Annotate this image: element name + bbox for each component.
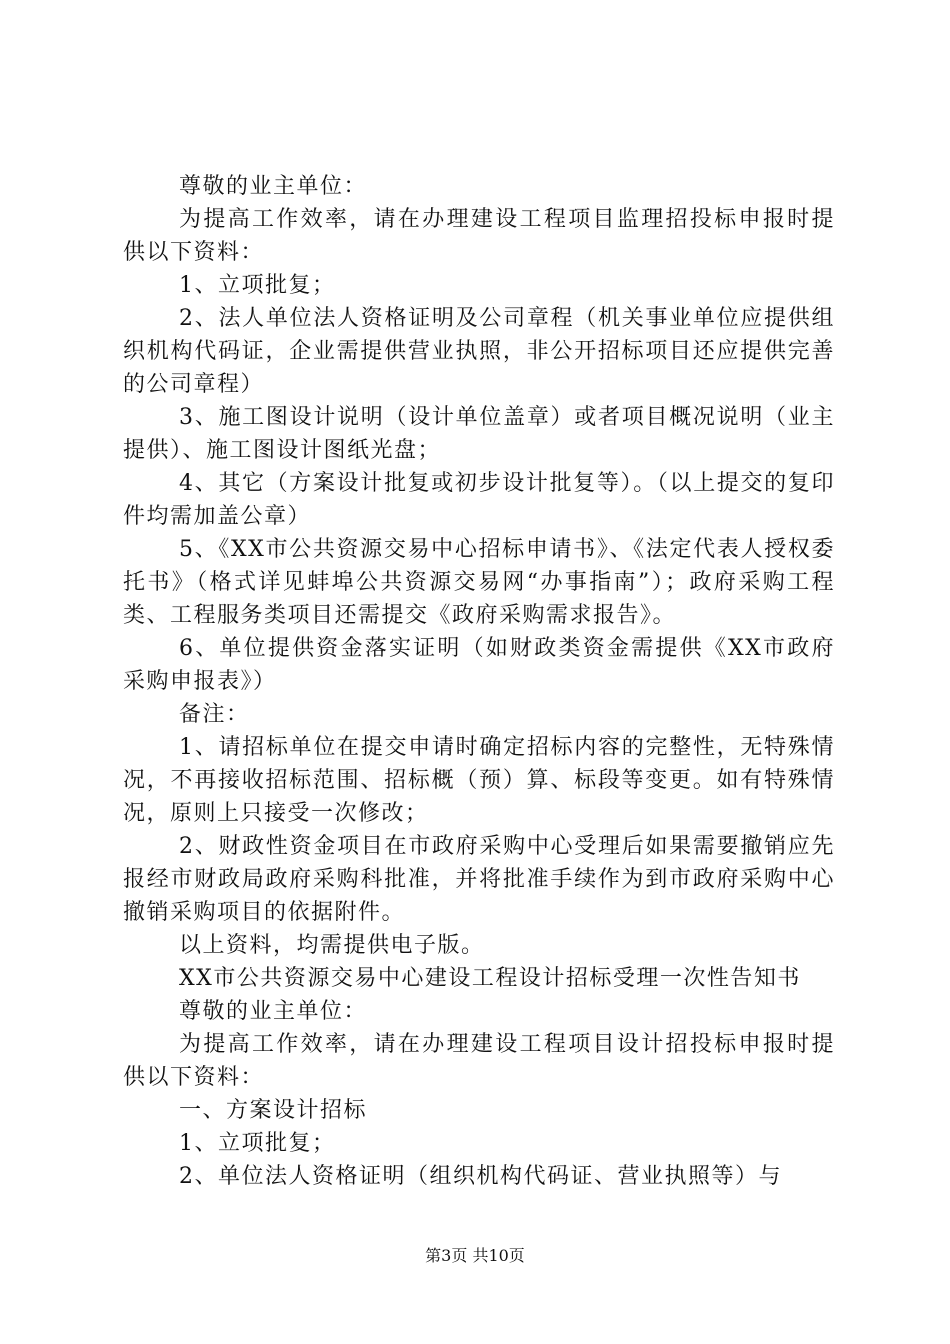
salutation: 尊敬的业主单位： (179, 174, 368, 199)
list-item: 2、法人单位法人资格证明及公司章程（机关事业单位应提供组织机构代码证，企业需提供营业执照，非公开招标项目还应提供完善的公司章程） (123, 306, 835, 397)
list-item: 1、立项批复； (179, 1131, 336, 1156)
intro-paragraph: 为提高工作效率，请在办理建设工程项目设计招投标申报时提供以下资料： (123, 1032, 835, 1090)
section-title: XX市公共资源交易中心建设工程设计招标受理一次性告知书 (179, 966, 801, 991)
intro-paragraph: 为提高工作效率，请在办理建设工程项目监理招投标申报时提供以下资料： (123, 207, 835, 265)
remarks-heading: 备注： (179, 702, 250, 727)
list-item: 4、其它（方案设计批复或初步设计批复等）。（以上提交的复印件均需加盖公章） (123, 471, 835, 529)
page-footer (0, 1243, 950, 1266)
remark-item: 2、财政性资金项目在市政府采购中心受理后如果需要撤销应先报经市财政局政府采购科批准，并将批准手续作为到市政府采购中心撤销采购项目的依据附件。 (123, 834, 835, 925)
electronic-note: 以上资料，均需提供电子版。 (179, 933, 485, 958)
list-item: 5、《XX市公共资源交易中心招标申请书》、《法定代表人授权委托书》（格式详见蚌埠公共资源交易网“办事指南”）；政府采购工程类、工程服务类项目还需提交《政府采购需求报告》。 (123, 537, 835, 628)
subsection-heading: 一、方案设计招标 (179, 1098, 368, 1123)
list-item: 3、施工图设计说明（设计单位盖章）或者项目概况说明（业主提供）、施工图设计图纸光盘； (123, 405, 835, 463)
page-number: 第3页 共10页 (425, 1246, 525, 1265)
list-item: 1、立项批复； (179, 273, 336, 298)
list-item: 2、单位法人资格证明（组织机构代码证、营业执照等）与 (179, 1164, 782, 1189)
salutation: 尊敬的业主单位： (179, 999, 368, 1024)
document-body (123, 170, 835, 1193)
list-item: 6、单位提供资金落实证明（如财政类资金需提供《XX市政府采购申报表》） (123, 636, 835, 694)
remark-item: 1、请招标单位在提交申请时确定招标内容的完整性，无特殊情况，不再接收招标范围、招标概（预）算、标段等变更。如有特殊情况，原则上只接受一次修改； (123, 735, 835, 826)
